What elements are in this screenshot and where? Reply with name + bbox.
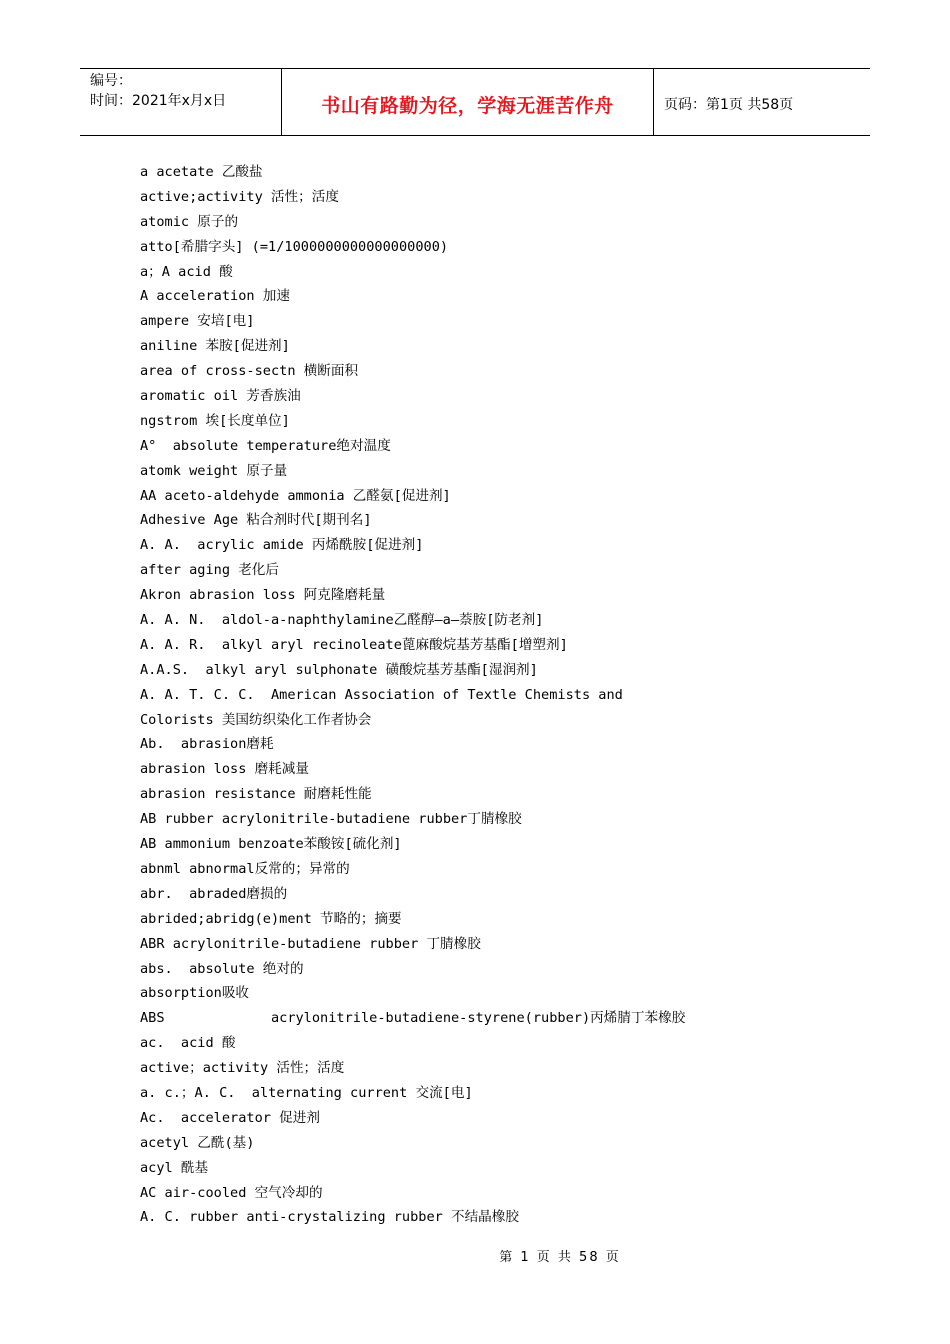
header-motto: 书山有路勤为径，学海无涯苦作舟: [321, 94, 614, 117]
glossary-entry: AC air-cooled 空气冷却的: [140, 1184, 323, 1201]
glossary-entry: absorption吸收: [140, 985, 250, 1002]
page-header: [80, 68, 870, 136]
glossary-entry: ampere 安培[电]: [140, 313, 255, 330]
glossary-entry: A acceleration 加速: [140, 288, 290, 305]
header-meta-cell: [80, 69, 282, 135]
glossary-entry: abnml abnormal反常的；异常的: [140, 860, 350, 877]
glossary-entry: abrasion loss 磨耗减量: [140, 761, 309, 778]
header-page-info: 页码：第1页 共58页: [664, 97, 794, 113]
glossary-entry: atto[希腊字头] (=1/1000000000000000000): [140, 238, 449, 255]
glossary-entry: aniline 苯胺[促进剂]: [140, 338, 290, 355]
glossary-entry: atomic 原子的: [140, 213, 239, 230]
glossary-entry: Ac. accelerator 促进剂: [140, 1109, 320, 1126]
glossary-entry: ABS acrylonitrile-butadiene-styrene(rubber)丙烯腈丁苯橡胶: [140, 1010, 686, 1027]
glossary-entry: Ab. abrasion磨耗: [140, 736, 274, 753]
glossary-entry: active；activity 活性；活度: [140, 1060, 345, 1077]
header-page-cell: [654, 69, 870, 135]
glossary-entry: A° absolute temperature绝对温度: [140, 437, 391, 454]
glossary-entry: abrided;abridg(e)ment 节略的；摘要: [140, 910, 402, 927]
document-number-label: 编号：: [90, 73, 132, 89]
glossary-entry: ABR acrylonitrile-butadiene rubber 丁腈橡胶: [140, 935, 481, 952]
glossary-entry: A. A. T. C. C. American Association of Textle Chemists and: [140, 686, 623, 703]
glossary-entry: active;activity 活性；活度: [140, 188, 339, 205]
glossary-entry: acetyl 乙酰(基): [140, 1134, 255, 1151]
glossary-entry: aromatic oil 芳香族油: [140, 388, 301, 405]
glossary-list: [140, 160, 840, 1230]
glossary-entry: AB ammonium benzoate苯酸铵[硫化剂]: [140, 836, 402, 853]
glossary-entry: acyl 酰基: [140, 1159, 209, 1176]
glossary-entry: a acetate 乙酸盐: [140, 164, 263, 180]
glossary-entry: a. c.；A. C. alternating current 交流[电]: [140, 1084, 473, 1101]
glossary-entry: ngstrom 埃[长度单位]: [140, 412, 290, 429]
glossary-entry: AB rubber acrylonitrile-butadiene rubber丁腈橡胶: [140, 811, 522, 828]
glossary-entry: AA aceto-aldehyde ammonia 乙醛氨[促进剂]: [140, 487, 451, 504]
glossary-entry: A. C. rubber anti-crystalizing rubber 不结晶橡胶: [140, 1209, 519, 1226]
glossary-entry: abrasion resistance 耐磨耗性能: [140, 786, 372, 803]
glossary-entry: ac. acid 酸: [140, 1035, 236, 1052]
document-time-label: 时间：2021年x月x日: [90, 93, 227, 109]
glossary-entry: area of cross-sectn 横断面积: [140, 363, 359, 380]
glossary-entry: Colorists 美国纺织染化工作者协会: [140, 711, 372, 728]
glossary-entry: a；A acid 酸: [140, 263, 233, 280]
glossary-entry: after aging 老化后: [140, 562, 279, 579]
glossary-entry: Adhesive Age 粘合剂时代[期刊名]: [140, 512, 372, 529]
glossary-entry: atomk weight 原子量: [140, 462, 288, 479]
page-footer: [0, 1246, 950, 1265]
glossary-entry: Akron abrasion loss 阿克隆磨耗量: [140, 587, 386, 604]
glossary-entry: A. A. R. alkyl aryl recinoleate蓖麻酸烷基芳基酯[增塑剂]: [140, 636, 568, 653]
header-motto-cell: [282, 69, 654, 135]
glossary-entry: abr. abraded磨损的: [140, 885, 288, 902]
glossary-entry: A.A.S. alkyl aryl sulphonate 磺酸烷基芳基酯[湿润剂]: [140, 661, 538, 678]
glossary-entry: A. A. acrylic amide 丙烯酰胺[促进剂]: [140, 537, 424, 554]
footer-page-number: 第 1 页 共 58 页: [499, 1250, 621, 1265]
glossary-entry: abs. absolute 绝对的: [140, 960, 304, 977]
glossary-entry: A. A. N. aldol-a-naphthylamine乙醛醇—a—萘胺[防老剂]: [140, 612, 544, 629]
